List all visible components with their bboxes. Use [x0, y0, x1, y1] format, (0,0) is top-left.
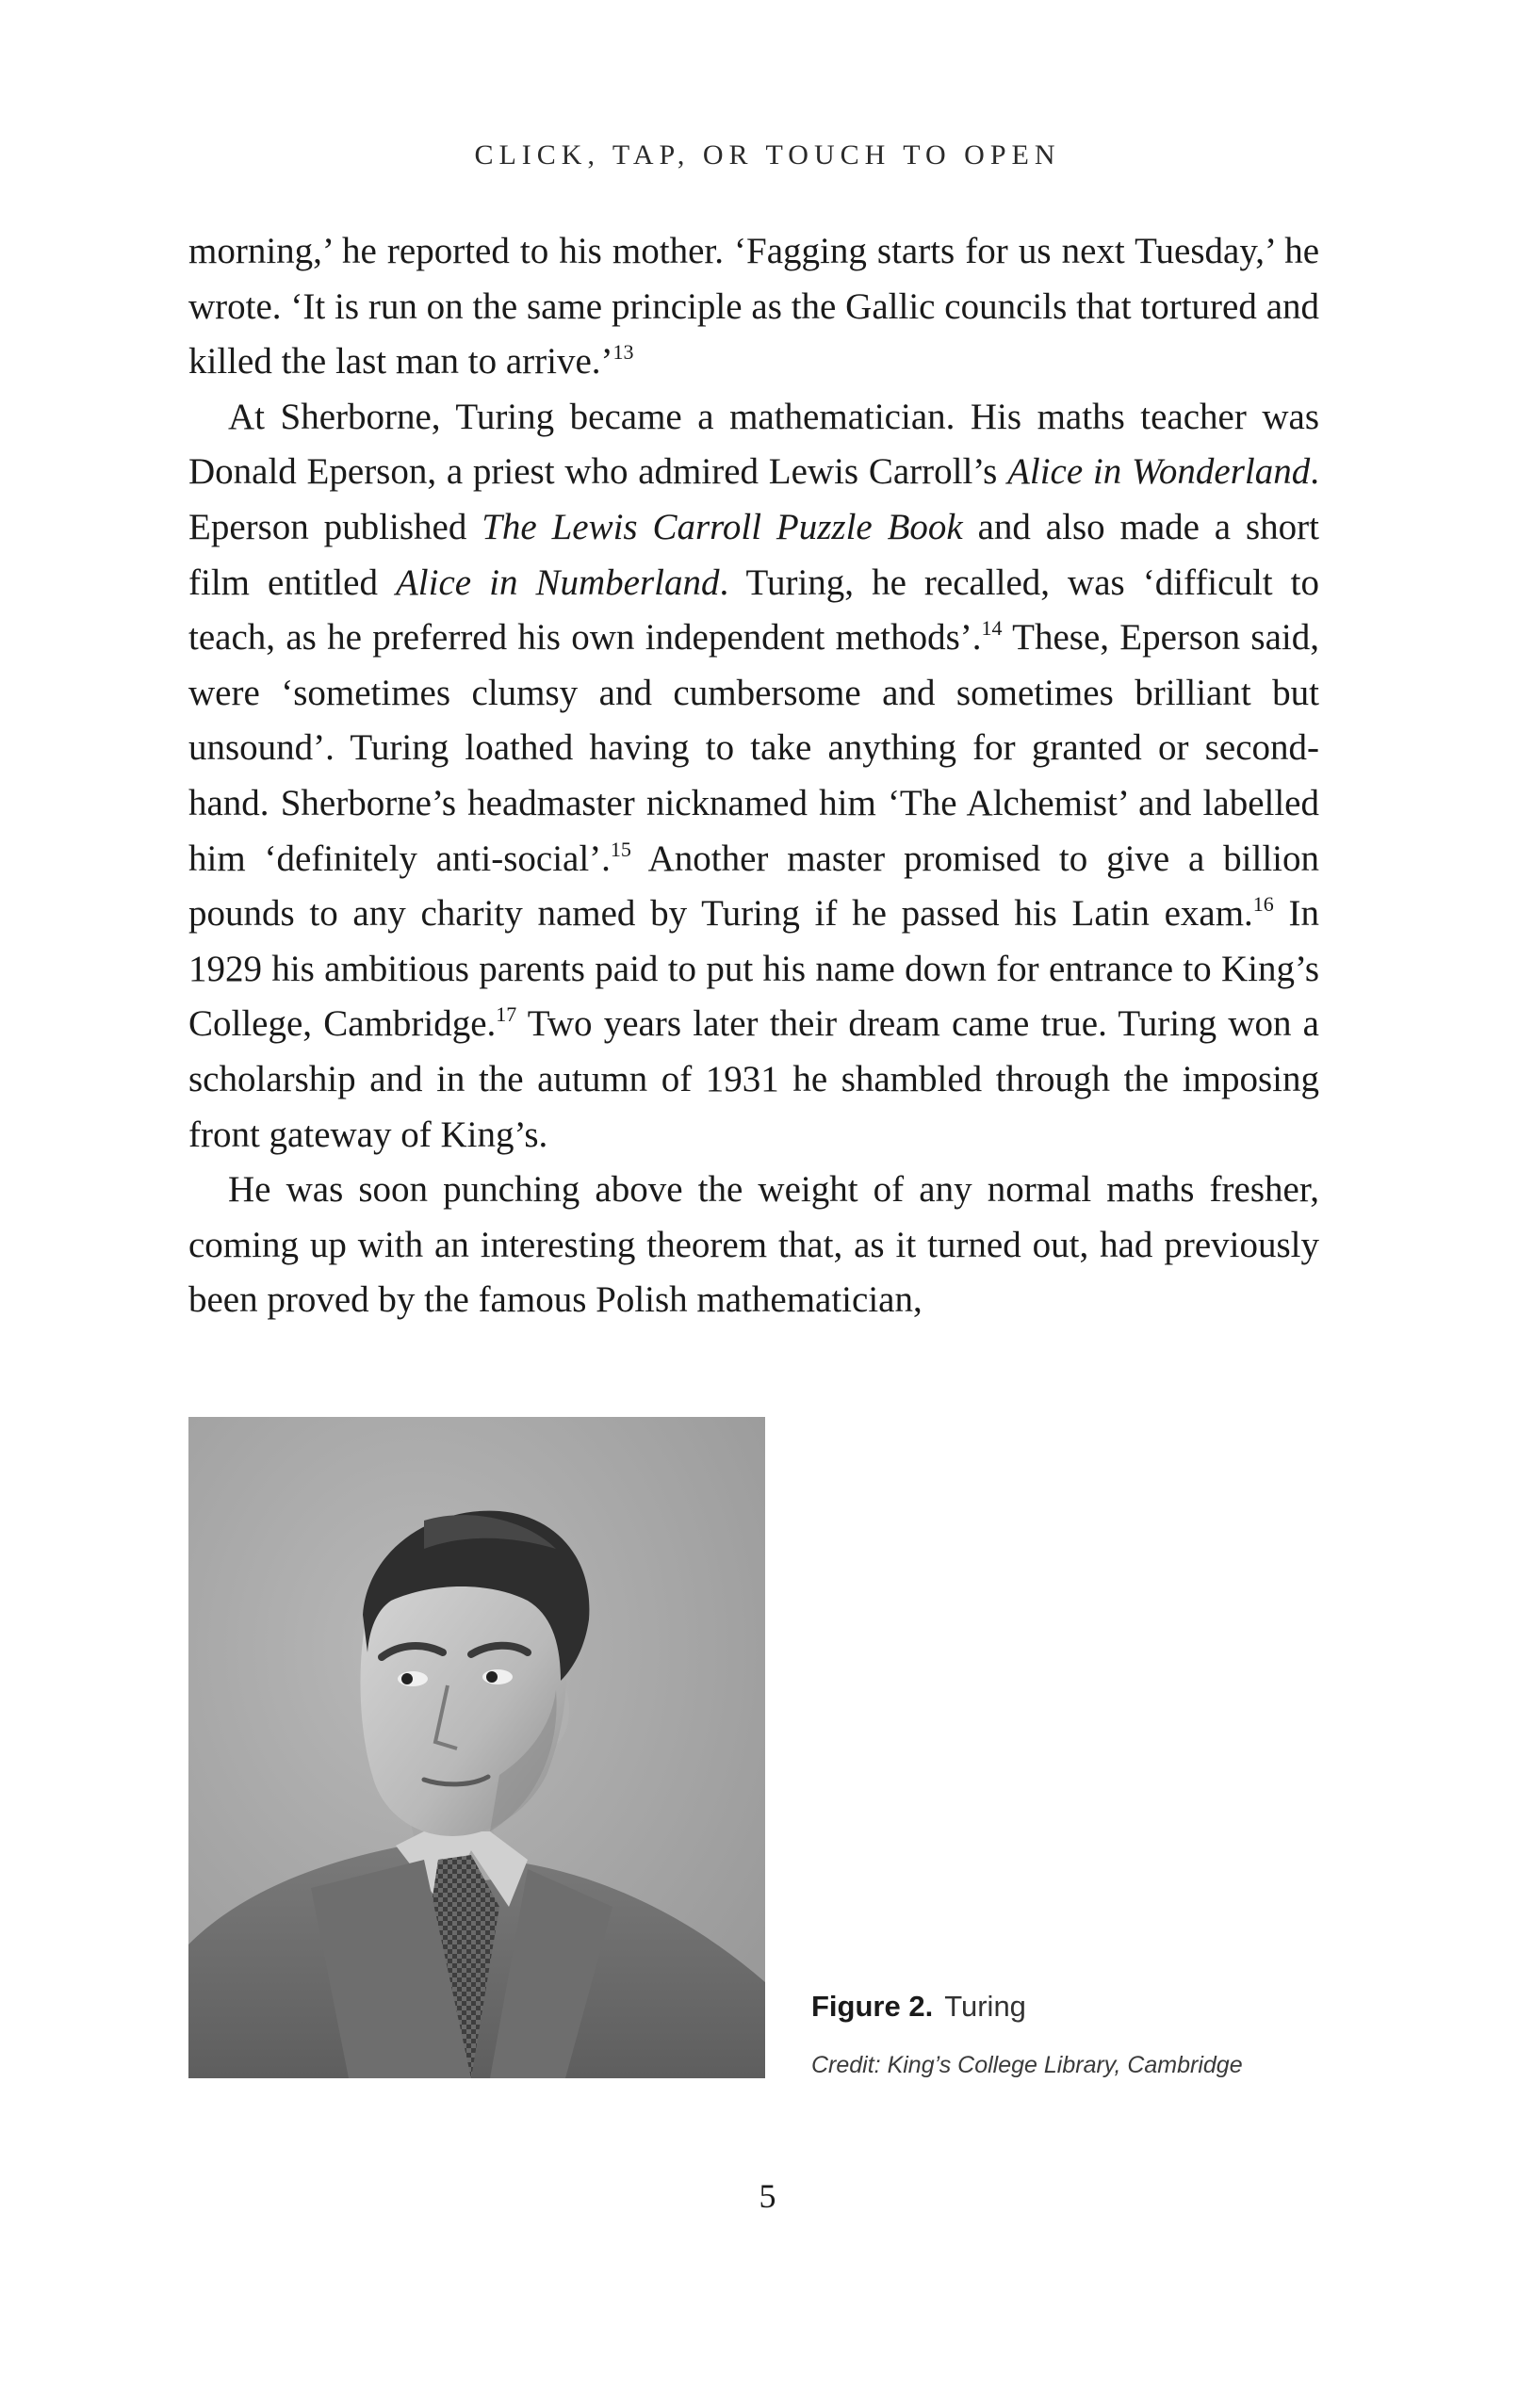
- book-title: Alice in Wonderland: [1007, 451, 1311, 493]
- paragraph-fresher: He was soon punching above the weight of any normal maths fresher, coming up with an interesting theorem that, as it turned out, had previously been proved by the famous Polish mathematician,: [188, 1169, 1319, 1321]
- running-head: CLICK, TAP, OR TOUCH TO OPEN: [474, 139, 1061, 171]
- body-text: [188, 224, 1319, 1328]
- endnote-marker: 13: [612, 340, 634, 365]
- endnote-marker: 14: [981, 616, 1003, 641]
- paragraph-sherborne: At Sherborne, Turing became a mathematician. His maths teacher was Donald Eperson, a priest who admired Lewis Carroll’s Alice in Wonderland. Eperson published The Lewis Carroll Puzzle Book and also made a short film entitled Alice in Numberland. Turing, he recalled, was ‘difficult to teach, as he preferred his own independent methods’.$^{14}$ These, Eperson said, were ‘sometimes clumsy and cumbersome and sometimes brilliant but unsound’. Turing loathed having to take anything for granted or second-hand. Sherborne’s headmaster nicknamed him ‘The Alchemist’ and labelled him ‘definitely anti-social’.$^{15}$ Another master promised to give a billion pounds to any charity named by Turing if he passed his Latin exam.$^{16}$ In 1929 his ambitious parents paid to put his name down for entrance to King’s College, Cambridge.$^{17}$ Two years later their dream came true. Turing won a scholarship and in the autumn of 1931 he shambled through the imposing front gateway of King’s.: [188, 396, 1320, 1155]
- page-number: 5: [759, 2177, 776, 2215]
- figure-credit: Credit: King’s College Library, Cambridge: [811, 2052, 1243, 2078]
- turing-portrait-photo: [188, 1417, 765, 2078]
- figure-caption: [811, 1990, 1026, 2024]
- film-title: Alice in Numberland: [395, 561, 720, 603]
- endnote-marker: 16: [1252, 892, 1274, 917]
- endnote-marker: 15: [610, 837, 631, 861]
- book-title: The Lewis Carroll Puzzle Book: [482, 506, 963, 547]
- paragraph-continued: morning,’ he reported to his mother. ‘Fagging starts for us next Tuesday,’ he wrote. ‘It is run on the same principle as the Gallic councils that tortured and killed the last man to arrive.’$^{13}$: [188, 231, 1319, 382]
- endnote-marker: 17: [496, 1002, 517, 1027]
- figure-title: Turing: [944, 1990, 1026, 2023]
- figure-label: Figure 2.: [811, 1990, 934, 2023]
